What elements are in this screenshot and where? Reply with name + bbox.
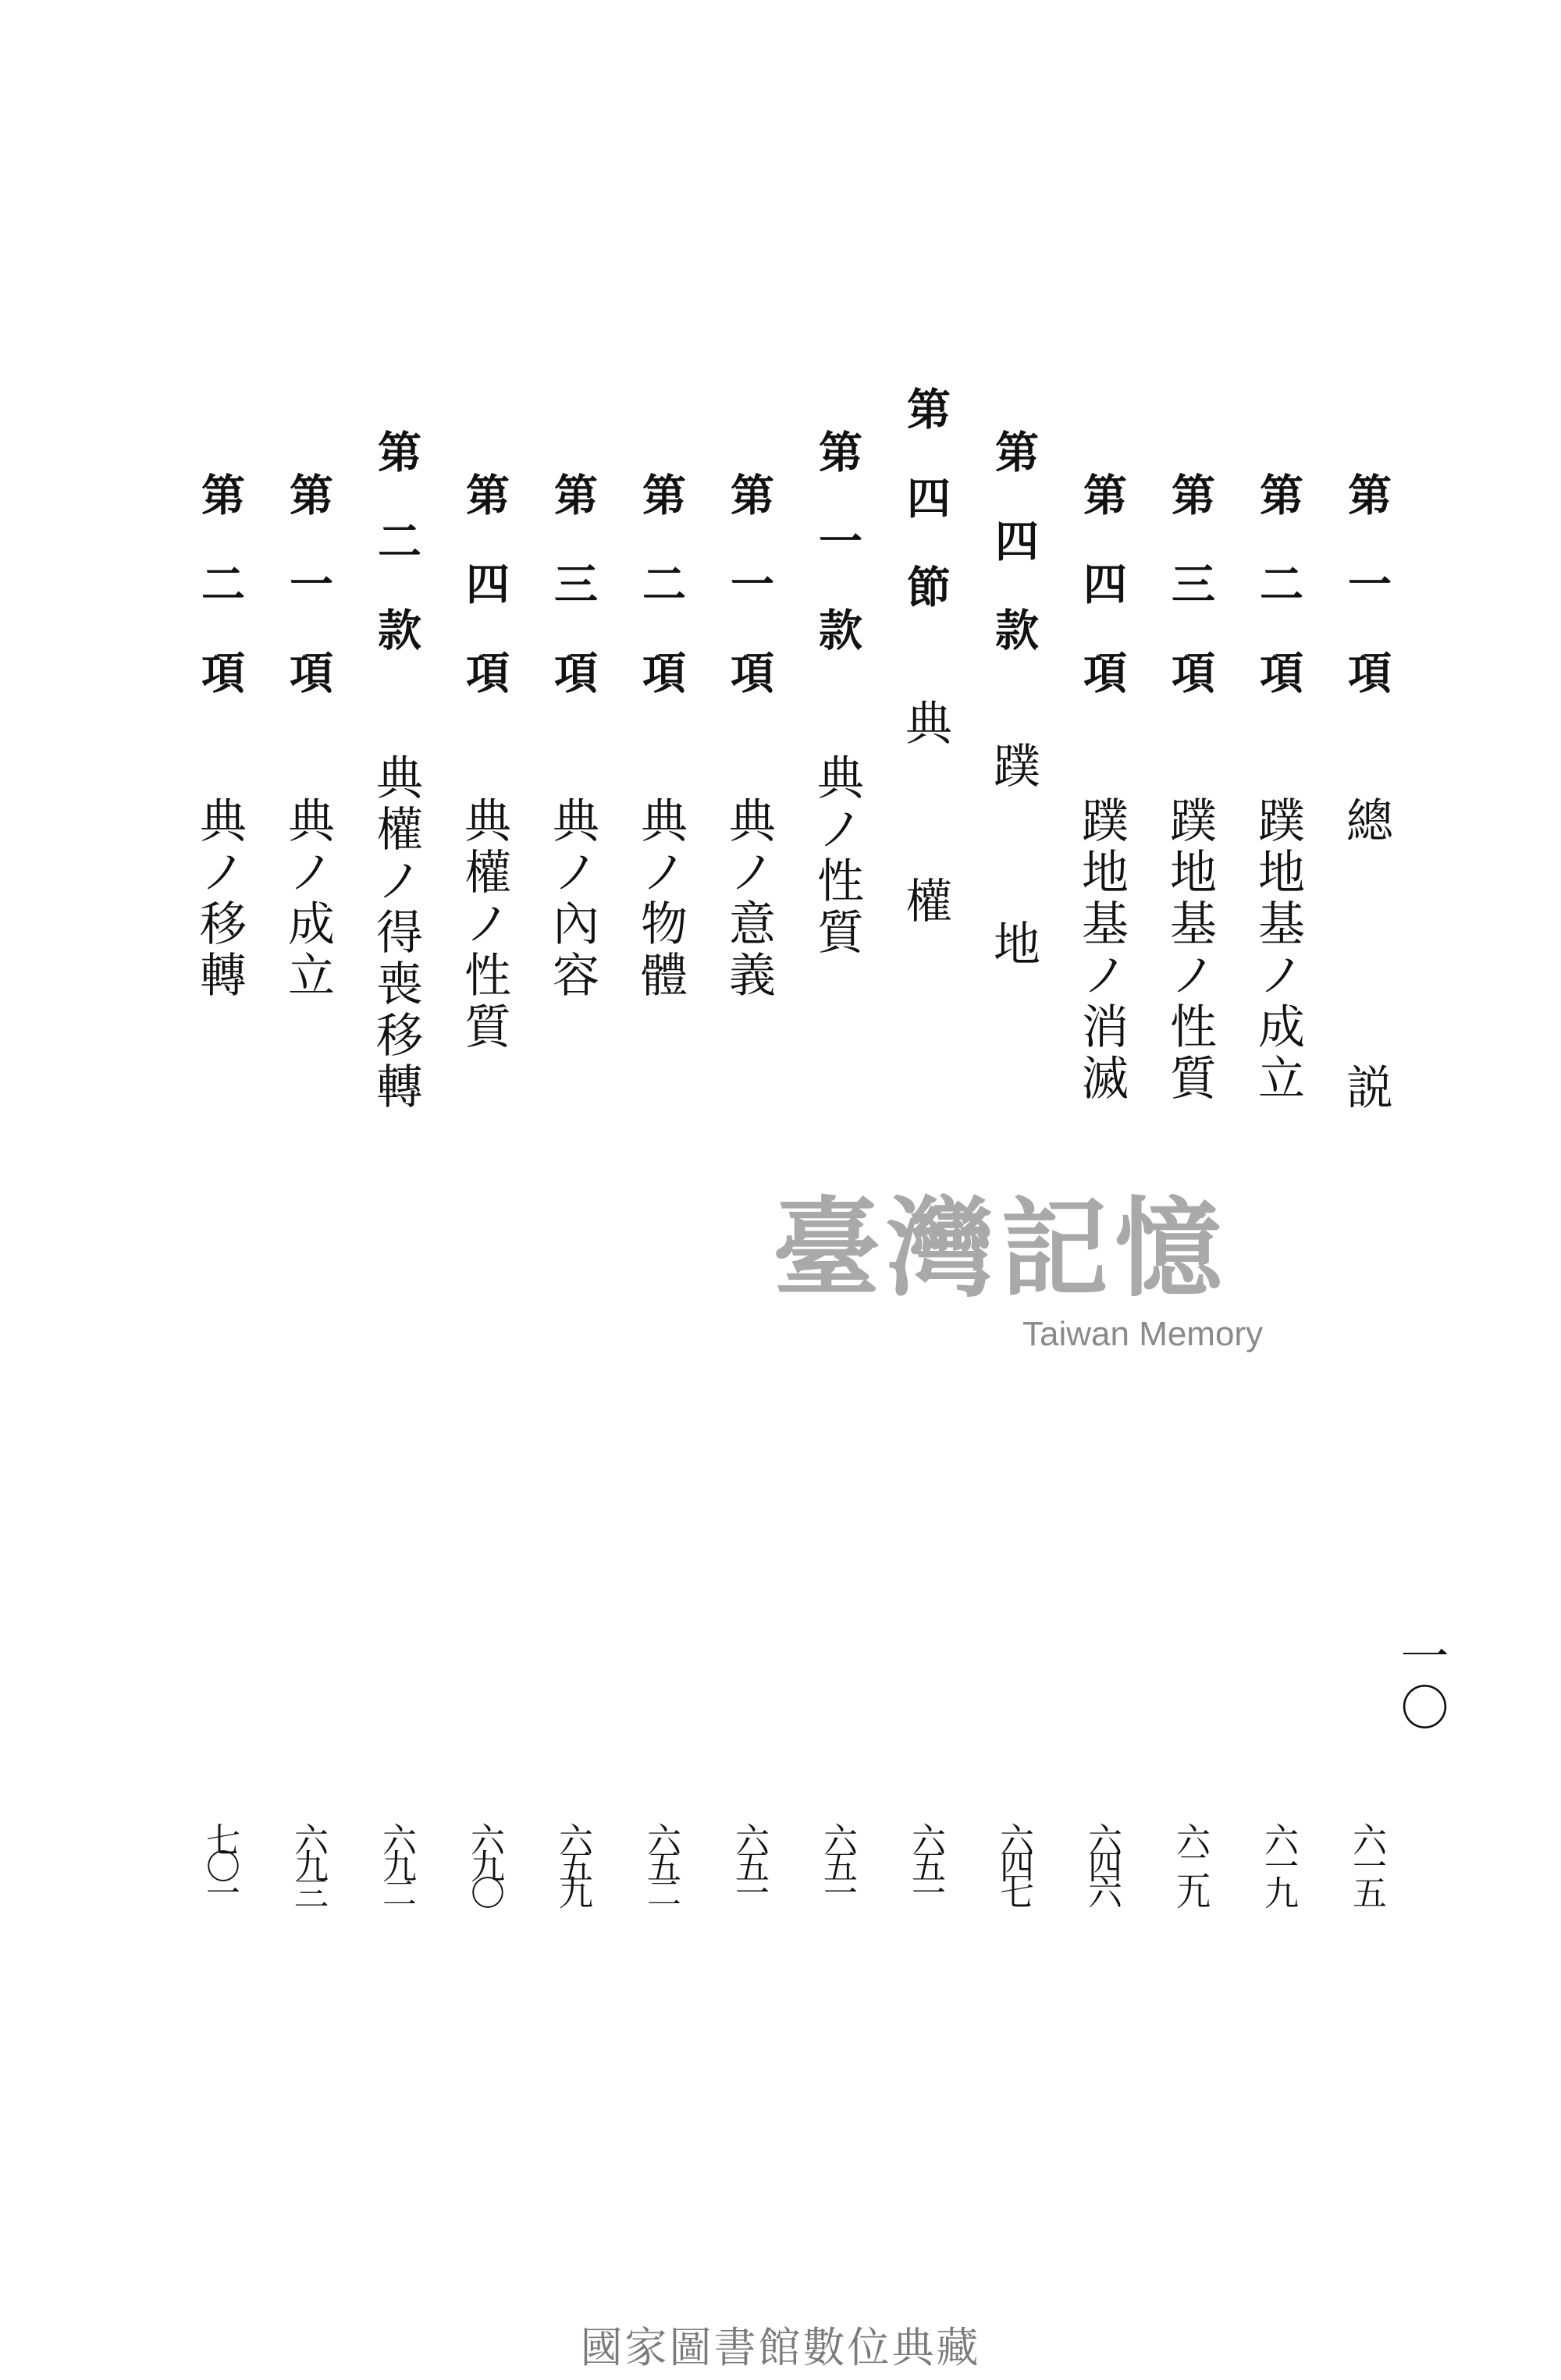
entry-heading: 第四節: [900, 386, 951, 653]
entry-title: 蹼 地: [986, 741, 1040, 1008]
watermark-cjk-text: 臺灣記憶: [773, 1185, 1229, 1312]
entry-heading: 第二項: [1253, 472, 1303, 739]
entry-page-number: 六四七: [994, 1822, 1033, 1902]
entry-title: 典權ノ性質: [457, 796, 511, 1053]
entry-page-number: 六九二: [376, 1822, 416, 1902]
entry-title: 典ノ意義: [721, 796, 776, 1002]
entry-heading: 第二項: [635, 472, 686, 739]
entry-heading: 第四項: [1076, 472, 1127, 739]
entry-title: 典ノ移轉: [192, 796, 247, 1002]
entry-page-number: 六五一: [817, 1822, 857, 1902]
entry-page-number: 六五一: [905, 1822, 945, 1902]
entry-heading: 第一項: [283, 472, 333, 739]
entry-page-number: 六五二: [641, 1822, 681, 1902]
entry-title: 典ノ成立: [280, 796, 335, 1002]
entry-page-number: 六二九: [1170, 1822, 1210, 1902]
entry-heading: 第二項: [194, 472, 245, 739]
entry-heading: 第三項: [547, 472, 598, 739]
entry-heading: 第二款: [371, 429, 421, 696]
entry-title: 蹼地基ノ性質: [1162, 796, 1217, 1105]
entry-page-number: 六五九: [553, 1822, 592, 1902]
toc-entry: [621, 0, 699, 2380]
watermark-logo: [773, 1186, 1303, 1366]
toc-entry: [180, 0, 258, 2380]
entry-heading: 第四項: [459, 472, 510, 739]
entry-title: 典權ノ得喪移轉: [368, 753, 423, 1114]
toc-entry: [445, 0, 523, 2380]
entry-heading: 第一項: [724, 472, 774, 739]
entry-title: 蹼地基ノ消滅: [1074, 796, 1129, 1105]
entry-page-number: 六九〇: [464, 1822, 504, 1902]
entry-page-number: 六四六: [1082, 1822, 1122, 1902]
entry-heading: 第一款: [812, 429, 862, 696]
entry-title: 典 權: [898, 698, 952, 965]
entry-title: 總 説: [1339, 796, 1393, 1152]
toc-entry: [1327, 0, 1405, 2380]
entry-heading: 第一項: [1341, 472, 1392, 739]
entry-page-number: 六五一: [729, 1822, 769, 1902]
toc-entry: [533, 0, 611, 2380]
entry-page-number: 六一九: [1258, 1822, 1298, 1902]
entry-title: 典ノ物體: [633, 796, 688, 1002]
entry-title: 蹼地基ノ成立: [1250, 796, 1305, 1105]
toc-entry: [357, 0, 435, 2380]
watermark-english-text: Taiwan Memory: [1022, 1315, 1264, 1353]
entry-title: 典ノ性質: [809, 753, 864, 959]
entry-page-number: 六一五: [1346, 1822, 1386, 1902]
page-folio-number: 一〇: [1392, 1631, 1449, 1734]
entry-heading: 第四款: [988, 429, 1039, 696]
entry-heading: 第三項: [1165, 472, 1215, 739]
footer-archive-label: 國家圖書館數位典藏: [580, 2323, 981, 2372]
toc-entry: [268, 0, 347, 2380]
entry-title: 典ノ內容: [545, 796, 599, 1002]
entry-page-number: 七〇一: [200, 1822, 240, 1902]
entry-page-number: 六九三: [288, 1822, 328, 1902]
